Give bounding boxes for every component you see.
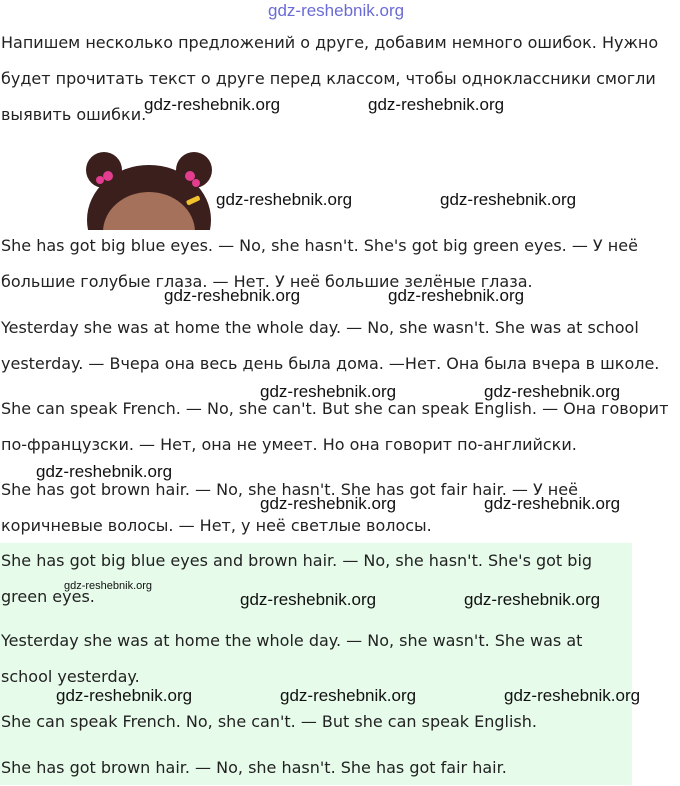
girl-illustration (82, 150, 222, 230)
watermark: gdz-reshebnik.org (164, 286, 301, 305)
watermark: gdz-reshebnik.org (464, 590, 601, 609)
watermark: gdz-reshebnik.org (260, 382, 397, 401)
answer-2: Yesterday she was at home the whole day. — No, she wasn't. She was at school yesterday. (1, 631, 583, 686)
watermark: gdz-reshebnik.org (144, 95, 281, 114)
intro-text: Напишем несколько предложений о друге, добавим немного ошибок. Нужно будет прочитать текст о друге перед классом, чтобы одноклассники смогли выявить ошибки. (1, 33, 659, 124)
watermark: gdz-reshebnik.org (484, 494, 621, 513)
watermark: gdz-reshebnik.org (504, 686, 641, 705)
answer-3: She can speak French. No, she can't. — But she can speak English. (1, 712, 537, 731)
watermark: gdz-reshebnik.org (216, 190, 353, 209)
paragraph-2: Yesterday she was at home the whole day. — No, she wasn't. She was at school yesterday. — Вчера она весь день была дома. —Нет. Она была вчера в школе. (1, 318, 660, 373)
watermark: gdz-reshebnik.org (440, 190, 577, 209)
watermark: gdz-reshebnik.org (280, 686, 417, 705)
watermark: gdz-reshebnik.org (484, 382, 621, 401)
watermark: gdz-reshebnik.org (388, 286, 525, 305)
watermark-top: gdz-reshebnik.org (268, 1, 405, 20)
watermark: gdz-reshebnik.org (260, 494, 397, 513)
watermark: gdz-reshebnik.org (56, 686, 193, 705)
paragraph-1: She has got big blue eyes. — No, she hasn't. She's got big green eyes. — У неё большие голубые глаза. — Нет. У неё большие зелёные глаза. (1, 236, 638, 291)
watermark: gdz-reshebnik.org (368, 95, 505, 114)
answer-4: She has got brown hair. — No, she hasn't. She has got fair hair. (1, 758, 507, 777)
watermark: gdz-reshebnik.org (240, 590, 377, 609)
watermark: gdz-reshebnik.org (36, 462, 173, 481)
answer-1: She has got big blue eyes and brown hair. — No, she hasn't. She's got big green eyes. (1, 551, 593, 606)
paragraph-4: She has got brown hair. — No, she hasn't. She has got fair hair. — У неё коричневые волосы. — Нет, у неё светлые волосы. (1, 480, 578, 535)
paragraph-3: She can speak French. — No, she can't. But she can speak English. — Она говорит по-французски. — Нет, она не умеет. Но она говорит по-английски. (1, 399, 669, 454)
watermark: gdz-reshebnik.org (64, 580, 153, 592)
